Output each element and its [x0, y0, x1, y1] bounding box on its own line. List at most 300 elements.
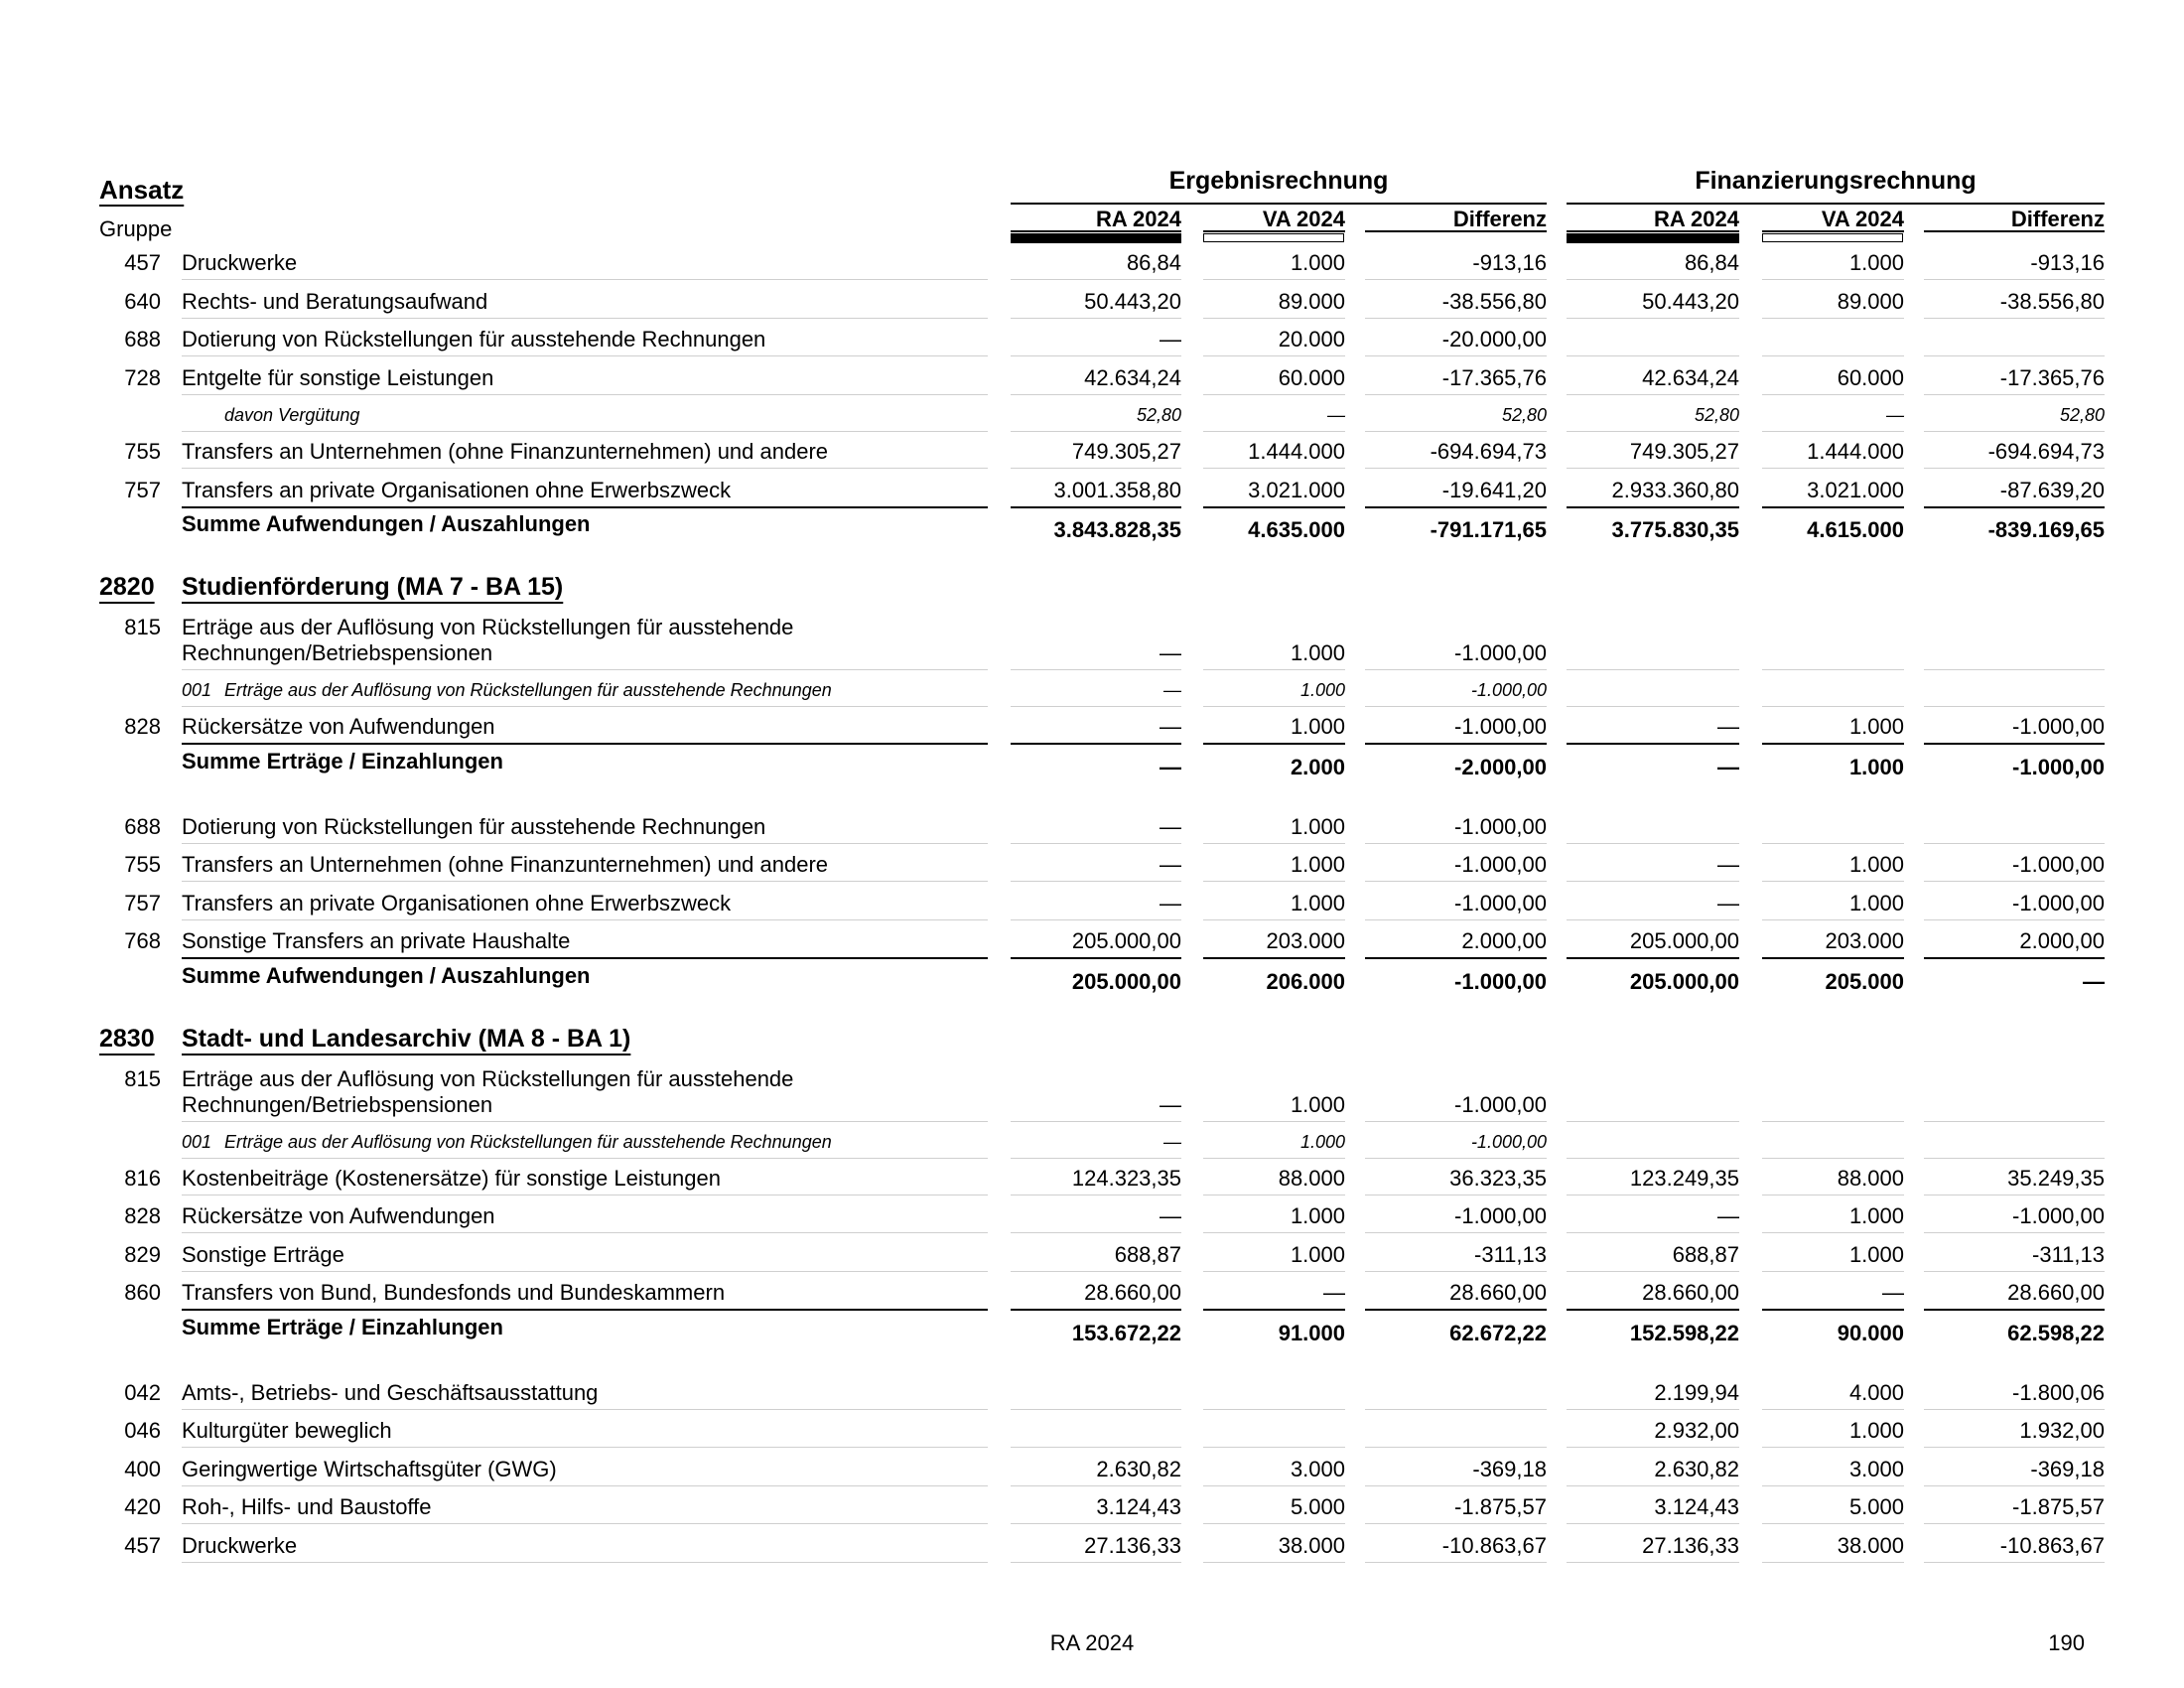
sum-label: Summe Aufwendungen / Auszahlungen — [182, 962, 591, 988]
cell-rule — [1365, 394, 1547, 395]
cell-value: 688,87 — [1672, 1241, 1739, 1267]
sub-row-label: Erträge aus der Auflösung von Rückstellungen für ausstehende Rechnungen — [224, 1131, 832, 1152]
cell-value: 60.000 — [1837, 364, 1904, 390]
row-rule — [182, 394, 988, 395]
cell-value: — — [1160, 1203, 1181, 1228]
cell-value: -1.000,00 — [1470, 680, 1547, 700]
row-rule — [182, 506, 988, 508]
row-label: Kostenbeiträge (Kostenersätze) für sonstige Leistungen — [182, 1165, 721, 1191]
cell-value: 1.000 — [1290, 890, 1345, 915]
cell-rule — [1567, 919, 1739, 920]
cell-value: 1.444.000 — [1807, 439, 1904, 464]
column-header: VA 2024 — [1262, 207, 1345, 231]
header-gruppe: Gruppe — [99, 216, 173, 241]
row-rule — [182, 881, 988, 882]
cell-rule — [1203, 1121, 1345, 1122]
cell-rule — [1365, 1195, 1547, 1196]
cell-value: -694.694,73 — [1430, 439, 1547, 464]
cell-value: 38.000 — [1837, 1532, 1904, 1558]
row-rule — [182, 1485, 988, 1486]
cell-rule — [1011, 394, 1181, 395]
cell-rule — [1203, 394, 1345, 395]
cell-value: -311,13 — [1474, 1241, 1547, 1267]
row-label-continued: Rechnungen/Betriebspensionen — [182, 1091, 493, 1117]
sum-value: 153.672,22 — [1071, 1320, 1181, 1345]
cell-rule — [1365, 1158, 1547, 1159]
cell-rule — [1011, 1271, 1181, 1272]
row-rule — [182, 468, 988, 469]
cell-rule — [1011, 318, 1181, 319]
cell-rule — [1365, 1409, 1547, 1410]
cell-rule — [1924, 1447, 2105, 1448]
row-code: 757 — [124, 890, 161, 915]
cell-value: — — [1327, 405, 1345, 425]
sum-value: 205.000,00 — [1071, 968, 1181, 994]
cell-value: 89.000 — [1837, 288, 1904, 314]
cell-rule — [1567, 468, 1739, 469]
cell-value: -1.000,00 — [2012, 1203, 2105, 1228]
row-label: Sonstige Transfers an private Haushalte — [182, 928, 571, 953]
column-header: VA 2024 — [1821, 207, 1904, 231]
cell-value: -1.875,57 — [1454, 1494, 1547, 1519]
cell-value: 1.444.000 — [1248, 439, 1345, 464]
sum-value: -839.169,65 — [1987, 517, 2105, 542]
cell-rule — [1567, 1409, 1739, 1410]
row-label: Transfers an Unternehmen (ohne Finanzunternehmen) und andere — [182, 439, 829, 464]
cell-value: 1.000 — [1290, 852, 1345, 877]
cell-rule — [1203, 279, 1345, 280]
cell-rule — [1762, 318, 1904, 319]
cell-value: 35.249,35 — [2007, 1165, 2105, 1191]
cell-value: 124.323,35 — [1071, 1165, 1181, 1191]
row-code: 688 — [124, 327, 161, 352]
cell-value: -1.000,00 — [1454, 714, 1547, 739]
cell-value: 1.000 — [1848, 250, 1904, 275]
cell-rule — [1762, 468, 1904, 469]
row-code: 457 — [124, 250, 161, 275]
cell-value: 2.000,00 — [1461, 928, 1547, 953]
row-code: 400 — [124, 1456, 161, 1481]
sum-value: 2.000 — [1290, 754, 1345, 779]
cell-value: 1.000 — [1290, 1091, 1345, 1117]
cell-rule — [1924, 355, 2105, 356]
va-column-bar — [1762, 233, 1903, 242]
cell-value: 2.933.360,80 — [1611, 477, 1739, 502]
cell-value: 88.000 — [1837, 1165, 1904, 1191]
cell-value: 2.630,82 — [1096, 1456, 1181, 1481]
cell-rule — [1011, 881, 1181, 882]
sum-value: 205.000 — [1825, 968, 1904, 994]
cell-value: -17.365,76 — [1441, 364, 1547, 390]
cell-rule — [1203, 919, 1345, 920]
cell-value: 1.000 — [1290, 1241, 1345, 1267]
sum-value: -791.171,65 — [1430, 517, 1547, 542]
section-title: Studienförderung (MA 7 - BA 15) — [182, 573, 564, 601]
column-header-rule — [1203, 230, 1345, 232]
cell-rule — [1203, 1271, 1345, 1272]
cell-rule — [1203, 1158, 1345, 1159]
cell-rule — [1924, 506, 2105, 508]
column-header-rule — [1924, 230, 2105, 232]
column-header-rule — [1365, 230, 1547, 232]
column-header-rule — [1011, 230, 1181, 232]
cell-rule — [1011, 1121, 1181, 1122]
cell-rule — [1011, 1158, 1181, 1159]
cell-value: — — [1717, 714, 1739, 739]
sum-value: -1.000,00 — [1454, 968, 1547, 994]
cell-value: — — [1882, 1280, 1904, 1305]
cell-value: -87.639,20 — [1999, 477, 2105, 502]
row-code: 001 — [182, 1131, 212, 1152]
cell-rule — [1203, 1195, 1345, 1196]
cell-rule — [1762, 957, 1904, 959]
row-rule — [182, 1121, 988, 1122]
section-title: Stadt- und Landesarchiv (MA 8 - BA 1) — [182, 1024, 631, 1053]
row-rule — [182, 1523, 988, 1524]
cell-value: -1.000,00 — [2012, 852, 2105, 877]
cell-value: -10.863,67 — [1999, 1532, 2105, 1558]
cell-value: 203.000 — [1266, 928, 1345, 953]
cell-rule — [1567, 706, 1739, 707]
cell-rule — [1203, 506, 1345, 508]
cell-value: 38.000 — [1278, 1532, 1345, 1558]
row-code: 829 — [124, 1241, 161, 1267]
cell-value: — — [1160, 640, 1181, 665]
cell-rule — [1365, 1447, 1547, 1448]
column-header: RA 2024 — [1653, 207, 1739, 231]
cell-rule — [1924, 957, 2105, 959]
cell-value: — — [1160, 813, 1181, 839]
cell-rule — [1365, 957, 1547, 959]
sum-label: Summe Aufwendungen / Auszahlungen — [182, 511, 591, 536]
page-number: 190 — [2048, 1630, 2085, 1655]
cell-value: 1.000 — [1848, 1418, 1904, 1443]
ra-column-bar — [1011, 233, 1181, 243]
cell-rule — [1011, 1409, 1181, 1410]
cell-value: 52,80 — [1501, 405, 1547, 425]
cell-rule — [1203, 355, 1345, 356]
cell-rule — [1924, 394, 2105, 395]
cell-rule — [1924, 843, 2105, 844]
sum-value: 62.598,22 — [2007, 1320, 2105, 1345]
sum-value: 1.000 — [1848, 754, 1904, 779]
cell-rule — [1567, 1232, 1739, 1233]
sum-value: — — [2083, 968, 2105, 994]
cell-rule — [1567, 318, 1739, 319]
row-label: Erträge aus der Auflösung von Rückstellungen für ausstehende — [182, 615, 794, 639]
cell-rule — [1011, 706, 1181, 707]
cell-rule — [1762, 1309, 1904, 1311]
cell-value: 86,84 — [1684, 250, 1739, 275]
cell-rule — [1567, 957, 1739, 959]
cell-value: 688,87 — [1114, 1241, 1181, 1267]
row-rule — [182, 1409, 988, 1410]
cell-value: -1.000,00 — [1454, 852, 1547, 877]
sum-value: 3.843.828,35 — [1053, 517, 1181, 542]
cell-value: 89.000 — [1278, 288, 1345, 314]
cell-rule — [1011, 919, 1181, 920]
cell-value: 1.000 — [1848, 1241, 1904, 1267]
cell-rule — [1011, 431, 1181, 432]
cell-rule — [1567, 394, 1739, 395]
cell-rule — [1924, 279, 2105, 280]
cell-rule — [1924, 919, 2105, 920]
sum-value: 205.000,00 — [1629, 968, 1739, 994]
cell-rule — [1567, 1523, 1739, 1524]
cell-rule — [1924, 1195, 2105, 1196]
cell-rule — [1365, 669, 1547, 670]
cell-value: 3.000 — [1848, 1456, 1904, 1481]
cell-rule — [1924, 1409, 2105, 1410]
cell-rule — [1203, 881, 1345, 882]
sum-label: Summe Erträge / Einzahlungen — [182, 748, 503, 774]
cell-rule — [1924, 468, 2105, 469]
cell-rule — [1567, 1271, 1739, 1272]
cell-value: 1.000 — [1299, 1131, 1345, 1152]
cell-rule — [1567, 881, 1739, 882]
cell-rule — [1924, 669, 2105, 670]
cell-rule — [1365, 743, 1547, 745]
cell-value: 1.000 — [1299, 680, 1345, 700]
cell-value: 205.000,00 — [1071, 928, 1181, 953]
row-code: 828 — [124, 1203, 161, 1228]
cell-value: — — [1323, 1280, 1345, 1305]
row-code: 816 — [124, 1165, 161, 1191]
cell-rule — [1365, 706, 1547, 707]
sub-row-label: davon Vergütung — [224, 405, 360, 425]
cell-rule — [1203, 743, 1345, 745]
cell-value: 28.660,00 — [1449, 1280, 1547, 1305]
cell-rule — [1365, 881, 1547, 882]
column-header: Differenz — [1452, 207, 1547, 231]
cell-rule — [1011, 743, 1181, 745]
cell-rule — [1365, 1309, 1547, 1311]
group-divider-ergebnis — [1011, 203, 1547, 205]
cell-rule — [1567, 1562, 1739, 1563]
cell-rule — [1365, 355, 1547, 356]
row-code: 755 — [124, 439, 161, 464]
cell-rule — [1203, 1447, 1345, 1448]
cell-value: 1.000 — [1290, 250, 1345, 275]
cell-value: 5.000 — [1848, 1494, 1904, 1519]
cell-value: -1.000,00 — [1454, 890, 1547, 915]
row-rule — [182, 279, 988, 280]
column-header-rule — [1762, 230, 1904, 232]
cell-rule — [1567, 506, 1739, 508]
cell-value: 50.443,20 — [1642, 288, 1739, 314]
cell-rule — [1203, 318, 1345, 319]
row-rule — [182, 743, 988, 745]
cell-value: 2.199,94 — [1654, 1379, 1739, 1405]
cell-rule — [1567, 1195, 1739, 1196]
cell-value: -10.863,67 — [1441, 1532, 1547, 1558]
row-code: 001 — [182, 680, 212, 700]
cell-value: 42.634,24 — [1084, 364, 1181, 390]
cell-rule — [1762, 1523, 1904, 1524]
cell-value: — — [1160, 852, 1181, 877]
cell-rule — [1011, 1523, 1181, 1524]
row-label: Rechts- und Beratungsaufwand — [182, 288, 488, 314]
row-rule — [182, 1195, 988, 1196]
row-label: Entgelte für sonstige Leistungen — [182, 364, 494, 390]
cell-value: 203.000 — [1825, 928, 1904, 953]
cell-value: 1.000 — [1290, 640, 1345, 665]
cell-rule — [1762, 1195, 1904, 1196]
row-rule — [182, 957, 988, 959]
cell-rule — [1203, 431, 1345, 432]
column-header-rule — [1567, 230, 1739, 232]
sum-value: -2.000,00 — [1454, 754, 1547, 779]
row-code: 757 — [124, 477, 161, 502]
cell-value: 1.000 — [1848, 890, 1904, 915]
cell-rule — [1365, 318, 1547, 319]
cell-rule — [1762, 355, 1904, 356]
cell-value: 1.000 — [1848, 852, 1904, 877]
cell-value: — — [1717, 852, 1739, 877]
cell-rule — [1762, 881, 1904, 882]
cell-rule — [1762, 506, 1904, 508]
cell-rule — [1365, 468, 1547, 469]
cell-value: 86,84 — [1126, 250, 1181, 275]
cell-rule — [1924, 1158, 2105, 1159]
va-column-bar — [1203, 233, 1344, 242]
cell-value: -38.556,80 — [1999, 288, 2105, 314]
cell-value: 28.660,00 — [1642, 1280, 1739, 1305]
cell-value: -311,13 — [2032, 1241, 2105, 1267]
cell-value: 20.000 — [1278, 327, 1345, 352]
cell-rule — [1924, 1271, 2105, 1272]
cell-rule — [1762, 1232, 1904, 1233]
cell-value: 2.000,00 — [2019, 928, 2105, 953]
cell-rule — [1203, 843, 1345, 844]
sum-value: 4.635.000 — [1248, 517, 1345, 542]
cell-rule — [1762, 669, 1904, 670]
cell-rule — [1924, 1232, 2105, 1233]
cell-value: 2.932,00 — [1654, 1418, 1739, 1443]
row-code: 046 — [124, 1418, 161, 1443]
cell-rule — [1567, 1447, 1739, 1448]
row-label: Roh-, Hilfs- und Baustoffe — [182, 1494, 432, 1519]
row-code: 860 — [124, 1280, 161, 1305]
cell-rule — [1365, 1485, 1547, 1486]
cell-value: 1.000 — [1290, 813, 1345, 839]
cell-rule — [1203, 1409, 1345, 1410]
cell-value: 2.630,82 — [1654, 1456, 1739, 1481]
cell-value: 3.124,43 — [1654, 1494, 1739, 1519]
ra-column-bar — [1567, 233, 1739, 243]
row-rule — [182, 843, 988, 844]
cell-value: -38.556,80 — [1441, 288, 1547, 314]
cell-rule — [1924, 1121, 2105, 1122]
column-header: Differenz — [2010, 207, 2105, 231]
cell-value: 3.001.358,80 — [1053, 477, 1181, 502]
cell-rule — [1011, 279, 1181, 280]
cell-value: — — [1717, 890, 1739, 915]
cell-rule — [1365, 506, 1547, 508]
row-rule — [182, 1158, 988, 1159]
row-rule — [182, 318, 988, 319]
cell-value: — — [1160, 890, 1181, 915]
cell-value: 749.305,27 — [1071, 439, 1181, 464]
cell-rule — [1011, 1447, 1181, 1448]
cell-rule — [1011, 1232, 1181, 1233]
row-code: 755 — [124, 852, 161, 877]
row-code: 688 — [124, 813, 161, 839]
row-rule — [182, 1271, 988, 1272]
row-code: 828 — [124, 714, 161, 739]
sum-value: -1.000,00 — [2012, 754, 2105, 779]
cell-value: 4.000 — [1848, 1379, 1904, 1405]
sum-value: 3.775.830,35 — [1611, 517, 1739, 542]
sum-value: 4.615.000 — [1807, 517, 1904, 542]
row-label: Druckwerke — [182, 1532, 298, 1558]
row-rule — [182, 1309, 988, 1311]
cell-rule — [1924, 1309, 2105, 1311]
cell-rule — [1762, 431, 1904, 432]
cell-rule — [1762, 743, 1904, 745]
row-label: Amts-, Betriebs- und Geschäftsausstattung — [182, 1379, 599, 1405]
cell-value: -1.000,00 — [2012, 890, 2105, 915]
cell-value: 28.660,00 — [2007, 1280, 2105, 1305]
cell-rule — [1011, 1562, 1181, 1563]
cell-value: -20.000,00 — [1441, 327, 1547, 352]
sum-value: 90.000 — [1837, 1320, 1904, 1345]
row-rule — [182, 669, 988, 670]
cell-value: — — [1160, 1091, 1181, 1117]
row-code: 815 — [124, 1065, 161, 1091]
cell-value: 3.021.000 — [1248, 477, 1345, 502]
cell-value: 3.124,43 — [1096, 1494, 1181, 1519]
cell-value: -694.694,73 — [1987, 439, 2105, 464]
footer-label: RA 2024 — [1049, 1630, 1135, 1655]
row-code: 815 — [124, 615, 161, 639]
cell-rule — [1365, 1523, 1547, 1524]
cell-value: -1.875,57 — [2012, 1494, 2105, 1519]
cell-value: 1.000 — [1848, 1203, 1904, 1228]
cell-rule — [1365, 1232, 1547, 1233]
cell-rule — [1203, 957, 1345, 959]
row-label: Dotierung von Rückstellungen für ausstehende Rechnungen — [182, 813, 766, 839]
cell-rule — [1203, 468, 1345, 469]
cell-rule — [1762, 1409, 1904, 1410]
cell-rule — [1203, 1232, 1345, 1233]
row-rule — [182, 1447, 988, 1448]
cell-rule — [1365, 279, 1547, 280]
sum-value: 152.598,22 — [1629, 1320, 1739, 1345]
cell-rule — [1924, 431, 2105, 432]
sum-value: 206.000 — [1266, 968, 1345, 994]
cell-rule — [1762, 1562, 1904, 1563]
row-rule — [182, 1232, 988, 1233]
row-label: Transfers von Bund, Bundesfonds und Bundeskammern — [182, 1280, 726, 1305]
cell-value: -1.000,00 — [2012, 714, 2105, 739]
cell-rule — [1567, 431, 1739, 432]
cell-value: -1.000,00 — [1454, 640, 1547, 665]
row-label: Druckwerke — [182, 250, 298, 275]
cell-rule — [1924, 706, 2105, 707]
cell-rule — [1365, 919, 1547, 920]
cell-rule — [1762, 843, 1904, 844]
cell-value: 5.000 — [1290, 1494, 1345, 1519]
cell-rule — [1203, 1562, 1345, 1563]
cell-rule — [1762, 394, 1904, 395]
row-label: Dotierung von Rückstellungen für ausstehende Rechnungen — [182, 327, 766, 352]
cell-value: 52,80 — [1136, 405, 1181, 425]
row-code: 728 — [124, 364, 161, 390]
cell-value: 27.136,33 — [1642, 1532, 1739, 1558]
cell-rule — [1365, 1121, 1547, 1122]
cell-rule — [1011, 1485, 1181, 1486]
